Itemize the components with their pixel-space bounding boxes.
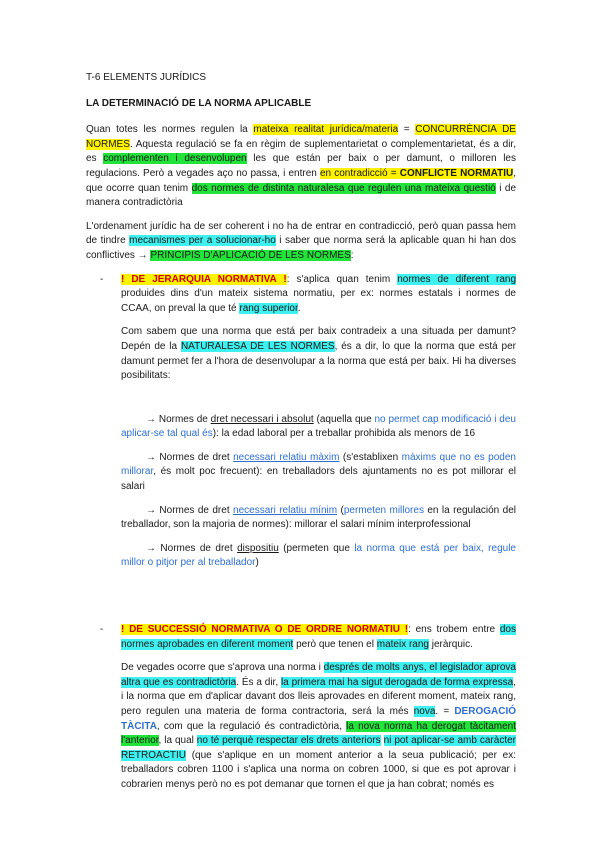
text: Normes de: [156, 413, 211, 425]
text: , que ocorre quan tenim: [86, 167, 516, 194]
text: (permeten que: [278, 542, 355, 554]
blue-underlined-term: necessari relatiu màxim: [233, 451, 340, 463]
text: produides dins d'un mateix sistema normatiu, per ex: normes estatals i normes de CCAA, on preval la que té: [121, 288, 516, 314]
highlight: no té perquè respectar els drets anteriors: [196, 735, 381, 747]
highlight: mecanismes per a solucionar-ho: [129, 235, 276, 247]
text: L'ordenament jurídic ha de ser coherent i no ha de entrar en contradicció, però quan passa hem de tindre: [86, 220, 516, 247]
highlight: en contradicció =: [319, 167, 400, 179]
text: . =: [435, 706, 455, 717]
text: : ens trobem entre: [408, 624, 500, 636]
bullet-dash: -: [100, 624, 104, 636]
text: : s'aplica quan tenim: [286, 273, 398, 285]
text: , i la norma que em d'aplicar davant dos lleis aprovades en diferent moment, mateix rang, pero regulen una materia de forma contractoria, será la més: [121, 676, 516, 717]
doc-title: LA DETERMINACIÓ DE LA NORMA APLICABLE: [86, 97, 312, 109]
text: :: [350, 249, 354, 261]
bullet-jerarquia: [86, 273, 516, 317]
blue-text: no permet cap modificació i deu aplicar-se tal qual és: [121, 413, 516, 440]
text: ): [255, 557, 259, 569]
option-dret-dispositiu: [86, 542, 516, 571]
option-dret-relatiu-maxim: [86, 451, 516, 495]
highlight: després de molts anys, el legislador aprova altra que es contradictòria: [121, 662, 516, 688]
highlight: nova: [413, 706, 436, 717]
text: les que están per baix o per damunt, o milloren les regulacions. Però a vegades aço no passa, i entren: [86, 153, 516, 179]
text: jeràrquic.: [428, 638, 473, 650]
doc-header: T-6 ELEMENTS JURÍDICS: [86, 72, 207, 83]
blue-bold-term: DEROGACIÓ TÀCITA: [121, 706, 516, 732]
highlight: complementen i desenvolupen: [103, 153, 247, 165]
highlight: CONCURRÈNCIA DE NORMES: [86, 124, 516, 150]
text: , la qual: [158, 735, 197, 747]
text: , és molt poc frecuent): en treballadors dels ajuntaments no es pot millorar el salari: [121, 466, 516, 493]
text: , com que la regulació és contradictòria,: [156, 720, 347, 732]
paragraph-ordenament: [86, 220, 516, 264]
highlight-heading: ! DE JERARQUIA NORMATIVA !: [121, 273, 287, 285]
highlight: PRINCIPIS D'APLICACIÓ DE LES NORMES: [150, 249, 351, 261]
highlight: rang superior: [239, 302, 298, 314]
text: , és a dir, lo que la norma que está per damunt permet fer a l'hora de desenvolupar a la norma que está per baix. Hi ha diverses posibilitats:: [121, 340, 516, 382]
highlight: normes de diferent rang: [397, 273, 517, 285]
highlight: mateixa realitat jurídica/materia: [253, 124, 399, 136]
text: ): la edad laboral per a treballar prohibida als menors de 16: [212, 428, 476, 440]
text: (que s'aplique en un moment anterior a la seua publicació; per ex: treballadors cobren 1100 i s'aplica una norma on cobren 1000, si que es pot aprovar i cobrarien menys però no es pot demanar que tornen el que ja han cobrat; només es: [121, 749, 516, 790]
text: =: [398, 124, 416, 136]
highlight: la primera mai ha sigut derogada de forma expressa: [280, 676, 514, 688]
highlight-heading: ! DE SUCCESSIÓ NORMATIVA O DE ORDRE NORMATIU !: [121, 624, 409, 636]
arrow-icon: →: [146, 542, 156, 554]
bullet-successio: [86, 623, 516, 652]
text: (aquella que: [313, 413, 375, 425]
blue-underlined-term: necessari relatiu mínim: [233, 504, 338, 516]
underlined-term: dret necessari i absolut: [210, 413, 314, 425]
underlined-term: dispositiu: [237, 542, 279, 554]
text: Normes de dret: [156, 542, 238, 554]
option-dret-relatiu-minim: [86, 504, 516, 533]
text: Com sabem que una norma que está per baix contradeix a una situada per damunt? Depén de la: [121, 326, 516, 352]
paragraph-naturalesa: [86, 325, 516, 383]
text: però que tenen el: [293, 638, 377, 650]
text: i de manera contradictòria: [86, 182, 517, 209]
highlight: dos normes de distinta naturalesa que regulen una mateixa questió: [191, 182, 496, 194]
bullet-dash: -: [100, 273, 104, 285]
text: .: [297, 302, 301, 314]
arrow-icon: →: [146, 504, 156, 516]
text: (s'establixen: [339, 451, 402, 463]
text: (: [337, 504, 344, 516]
option-dret-necessari-absolut: [86, 413, 516, 442]
text: De vegades ocorre que s'aprova una norma i: [121, 662, 324, 674]
highlight: la nova norma ha derogat tàcitament l'anterior: [121, 720, 516, 747]
blue-text: la norma que está per baix, regule millor o pitjor per al treballador: [121, 542, 516, 569]
highlight: CONFLICTE NORMATIU: [399, 167, 514, 179]
blue-text: permeten millores: [343, 504, 424, 516]
text: en la regulación del treballador, son la majoria de normes): millorar el salari mínim interprofessional: [121, 504, 516, 531]
highlight: ni pot aplicar-se amb caràcter RETROACTIU: [121, 735, 516, 761]
highlight: mateix rang: [376, 638, 429, 650]
arrow-icon: →: [146, 413, 156, 425]
text: i saber que norma será la aplicable quan hi han dos conflictives →: [86, 235, 516, 261]
text: . Aquesta regulació se fa en règim de suplementarietat o complementarietat, és a dir, es: [86, 138, 516, 165]
text: Normes de dret: [156, 451, 234, 463]
text: Normes de dret: [156, 504, 234, 516]
paragraph-concurrencia: [86, 123, 516, 211]
document-body: [86, 68, 516, 793]
highlight: NATURALESA DE LES NORMES: [180, 340, 335, 352]
paragraph-derogacio: [86, 661, 516, 792]
blue-text: màxims que no es poden millorar: [121, 451, 516, 478]
text: Quan totes les normes regulen la: [86, 124, 254, 136]
text: . És a dir,: [236, 676, 281, 688]
arrow-icon: →: [146, 451, 156, 463]
highlight: dos normes aprobades en diferent moment: [121, 624, 516, 650]
